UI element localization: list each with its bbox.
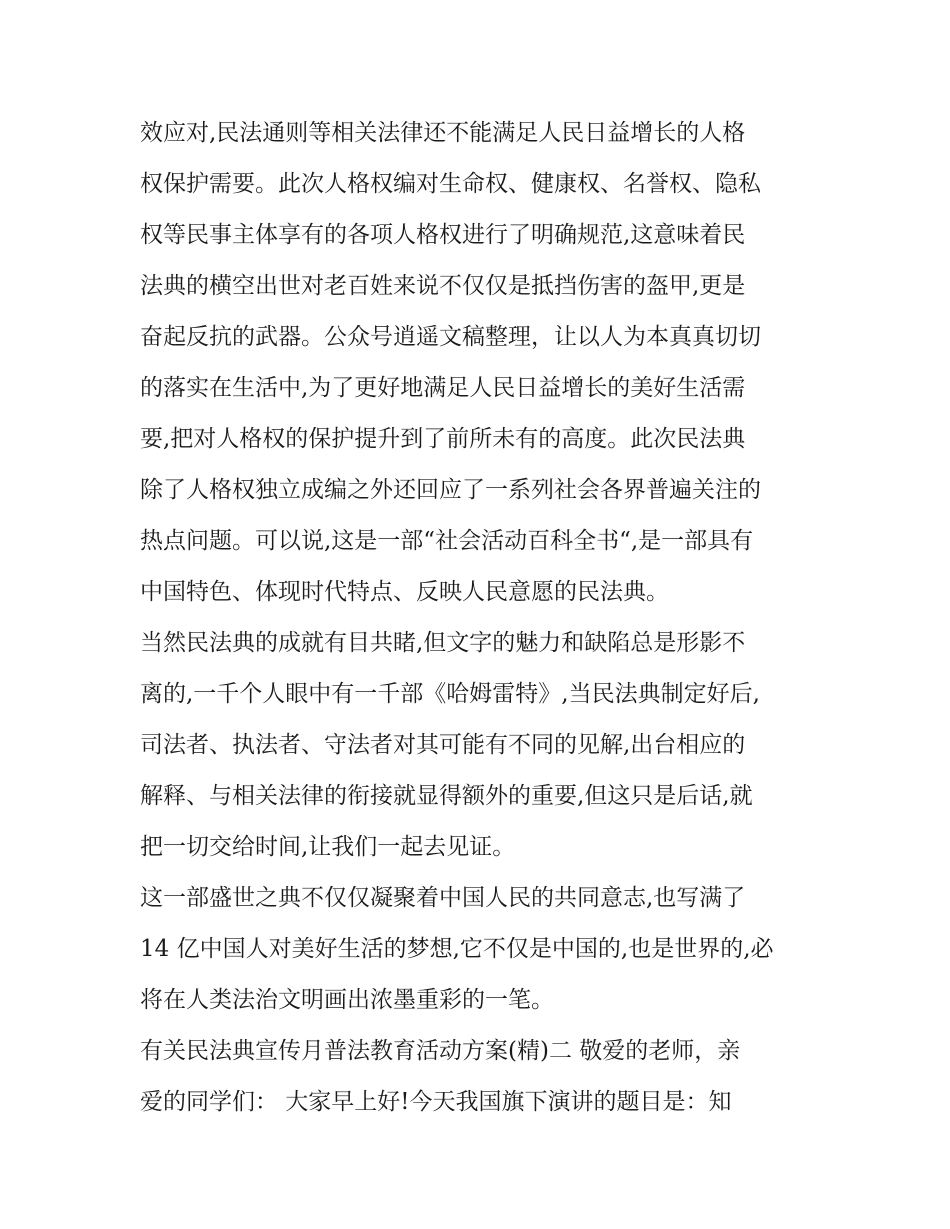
text-line: 奋起反抗的武器。公众号逍遥文稿整理，让以人为本真真切切 — [140, 324, 761, 350]
text-line: 中国特色、体现时代特点、反映人民意愿的民法典。 — [140, 579, 669, 605]
text-line: 解释、与相关法律的衔接就显得额外的重要,但这只是后话,就 — [140, 783, 753, 809]
text-line: 将在人类法治文明画出浓墨重彩的一笔。 — [140, 987, 554, 1013]
text-line: 司法者、执法者、守法者对其可能有不同的见解,出台相应的 — [140, 732, 746, 758]
text-line: 把一切交给时间,让我们一起去见证。 — [140, 834, 516, 860]
text-line: 权等民事主体享有的各项人格权进行了明确规范,这意味着民 — [140, 222, 746, 248]
text-line: 权保护需要。此次人格权编对生命权、健康权、名誉权、隐私 — [140, 171, 761, 197]
text-line: 离的,一千个人眼中有一千部《哈姆雷特》,当民法典制定好后, — [140, 681, 760, 707]
text-line: 这一部盛世之典不仅仅凝聚着中国人民的共同意志,也写满了 — [140, 885, 746, 911]
text-line: 有关民法典宣传月普法教育活动方案(精)二 敬爱的老师，亲 — [140, 1038, 741, 1064]
body-text — [140, 108, 830, 1128]
text-line: 当然民法典的成就有目共睹,但文字的魅力和缺陷总是形影不 — [140, 630, 746, 656]
text-line: 的落实在生活中,为了更好地满足人民日益增长的美好生活需 — [140, 375, 746, 401]
text-line: 14 亿中国人对美好生活的梦想,它不仅是中国的,也是世界的,必 — [140, 936, 774, 962]
text-line: 要,把对人格权的保护提升到了前所未有的高度。此次民法典 — [140, 426, 746, 452]
text-line: 效应对,民法通则等相关法律还不能满足人民日益增长的人格 — [140, 120, 746, 146]
text-line: 法典的横空出世对老百姓来说不仅仅是抵挡伤害的盔甲,更是 — [140, 273, 746, 299]
text-line: 爱的同学们： 大家早上好!今天我国旗下演讲的题目是：知 — [140, 1089, 732, 1115]
text-line: 除了人格权独立成编之外还回应了一系列社会各界普遍关注的 — [140, 477, 761, 503]
text-line: 热点问题。可以说,这是一部“社会活动百科全书“,是一部具有 — [140, 528, 754, 554]
